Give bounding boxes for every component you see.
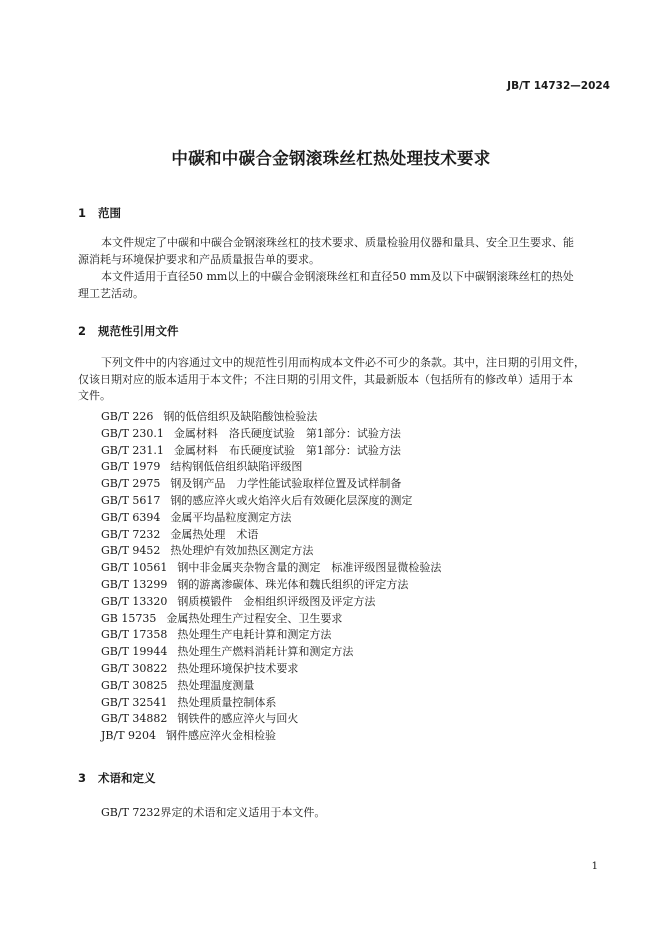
reference-code: GB/T 34882 xyxy=(101,712,168,726)
reference-name: 热处理温度测量 xyxy=(177,678,255,692)
text-line: 本文件适用于直径50 mm以上的中碳合金钢滚珠丝杠和直径50 mm及以下中碳钢滚珠丝杠的热处 xyxy=(101,270,574,283)
reference-code: GB/T 19944 xyxy=(101,645,168,659)
reference-name: 金属平均晶粒度测定方法 xyxy=(170,510,292,524)
reference-item xyxy=(101,678,606,695)
reference-code: GB/T 5617 xyxy=(101,493,161,507)
reference-item xyxy=(101,426,606,443)
reference-code: GB/T 230.1 xyxy=(101,426,164,440)
reference-name: 热处理质量控制体系 xyxy=(177,695,277,709)
section-3-paragraph-1 xyxy=(78,805,606,822)
reference-name: 金属材料 洛氏硬度试验 第1部分：试验方法 xyxy=(173,426,401,440)
text-line: 仅该日期对应的版本适用于本文件；不注日期的引用文件，其最新版本（包括所有的修改单）适用于本 xyxy=(78,372,573,386)
reference-item xyxy=(101,560,606,577)
reference-code: GB 15735 xyxy=(101,611,157,625)
section-title: 规范性引用文件 xyxy=(98,324,179,338)
reference-item xyxy=(101,543,606,560)
reference-code: GB/T 13320 xyxy=(101,594,168,608)
reference-item xyxy=(101,493,606,510)
section-number: 2 xyxy=(78,324,87,338)
reference-item xyxy=(101,728,606,745)
reference-code: GB/T 30825 xyxy=(101,678,168,692)
section-title: 术语和定义 xyxy=(98,771,156,785)
reference-name: 金属热处理 术语 xyxy=(170,527,259,541)
reference-name: 热处理生产电耗计算和测定方法 xyxy=(177,628,332,642)
page-number: 1 xyxy=(591,861,598,872)
section-number: 1 xyxy=(78,206,87,220)
reference-item xyxy=(101,409,606,426)
reference-code: GB/T 1979 xyxy=(101,460,161,474)
section-number: 3 xyxy=(78,771,87,785)
reference-name: 热处理环境保护技术要求 xyxy=(177,661,299,675)
reference-item xyxy=(101,443,606,460)
text-line: 理工艺活动。 xyxy=(78,286,144,300)
reference-code: GB/T 2975 xyxy=(101,477,161,491)
reference-code: GB/T 6394 xyxy=(101,510,161,524)
reference-item xyxy=(101,695,606,712)
section-2-paragraph-1 xyxy=(78,355,606,405)
section-title: 范围 xyxy=(98,206,121,220)
reference-item xyxy=(101,459,606,476)
reference-code: GB/T 7232 xyxy=(101,527,161,541)
reference-code: GB/T 226 xyxy=(101,410,154,423)
reference-item xyxy=(101,510,606,527)
reference-name: 钢铁件的感应淬火与回火 xyxy=(177,712,299,726)
reference-name: 钢中非金属夹杂物含量的测定 标准评级图显微检验法 xyxy=(177,561,442,575)
reference-name: 钢的游离渗碳体、珠光体和魏氏组织的评定方法 xyxy=(177,577,409,591)
text-line: GB/T 7232界定的术语和定义适用于本文件。 xyxy=(101,806,326,819)
reference-code: GB/T 231.1 xyxy=(101,443,164,457)
section-1-heading xyxy=(78,205,121,221)
section-1-paragraph-2 xyxy=(78,269,606,302)
reference-code: GB/T 32541 xyxy=(101,695,168,709)
reference-name: 热处理炉有效加热区测定方法 xyxy=(170,544,314,558)
standard-code: JB/T 14732—2024 xyxy=(507,80,610,92)
reference-item xyxy=(101,661,606,678)
section-1-paragraph-1 xyxy=(78,235,606,268)
reference-name: 热处理生产燃料消耗计算和测定方法 xyxy=(177,645,354,659)
reference-code: GB/T 9452 xyxy=(101,544,161,558)
reference-name: 钢及钢产品 力学性能试验取样位置及试样制备 xyxy=(170,477,402,491)
faint-watermark xyxy=(180,912,480,922)
reference-item xyxy=(101,711,606,728)
text-line: 源消耗与环境保护要求和产品质量报告单的要求。 xyxy=(78,252,320,266)
reference-code: GB/T 17358 xyxy=(101,628,168,642)
reference-name: 钢质模锻件 金相组织评级图及评定方法 xyxy=(177,594,376,608)
section-3-heading xyxy=(78,770,156,786)
reference-name: 金属材料 布氏硬度试验 第1部分：试验方法 xyxy=(173,443,401,457)
reference-item xyxy=(101,476,606,493)
text-line: 本文件规定了中碳和中碳合金钢滚珠丝杠的技术要求、质量检验用仪器和量具、安全卫生要求、能 xyxy=(101,236,574,249)
reference-item xyxy=(101,594,606,611)
reference-name: 钢的低倍组织及缺陷酸蚀检验法 xyxy=(163,410,318,423)
reference-code: GB/T 13299 xyxy=(101,577,168,591)
document-title: 中碳和中碳合金钢滚珠丝杠热处理技术要求 xyxy=(171,149,491,168)
reference-name: 钢的感应淬火或火焰淬火后有效硬化层深度的测定 xyxy=(170,493,413,507)
reference-item xyxy=(101,577,606,594)
reference-item xyxy=(101,644,606,661)
section-2-heading xyxy=(78,323,179,339)
reference-item xyxy=(101,611,606,628)
reference-name: 钢件感应淬火金相检验 xyxy=(166,729,277,743)
reference-name: 金属热处理生产过程安全、卫生要求 xyxy=(166,611,343,625)
reference-item xyxy=(101,627,606,644)
reference-item xyxy=(101,527,606,544)
normative-references-list xyxy=(101,409,606,745)
text-line: 下列文件中的内容通过文中的规范性引用而构成本文件必不可少的条款。其中，注日期的引用文件， xyxy=(101,356,585,369)
text-line: 文件。 xyxy=(78,389,111,403)
reference-name: 结构钢低倍组织缺陷评级图 xyxy=(170,460,303,474)
reference-code: GB/T 10561 xyxy=(101,561,168,575)
reference-code: JB/T 9204 xyxy=(101,729,157,743)
reference-code: GB/T 30822 xyxy=(101,661,168,675)
